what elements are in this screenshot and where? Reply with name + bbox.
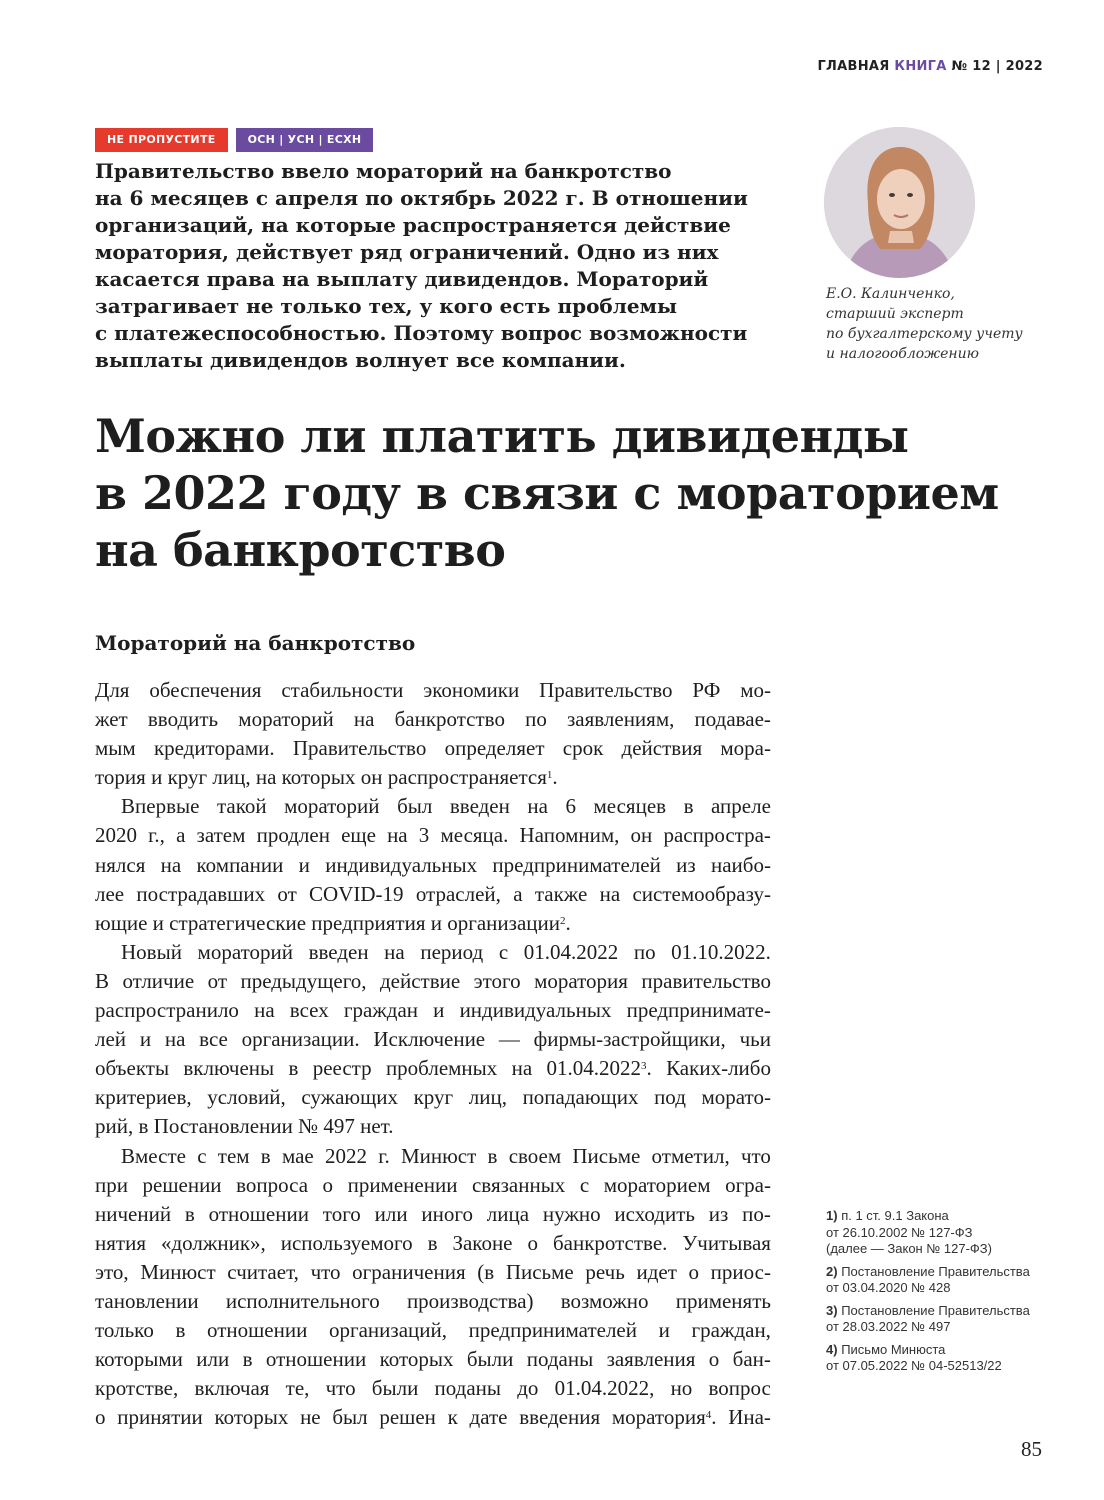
lead-line: касается права на выплату дивидендов. Мораторий [95,267,709,291]
author-name: Е.О. Калинченко, [826,286,955,302]
footnote [826,1303,1030,1336]
footnotes [826,1208,1030,1381]
body-line: тановлении исполнительного производства) возможно применять [95,1288,771,1313]
footnote-text: от 07.05.2022 № 04-52513/22 [826,1358,1002,1373]
body-line: только в отношении организаций, предпринимателей и граждан, [95,1318,771,1343]
body-line: критериев, условий, сужающих круг лиц, попадающих под морато- [95,1085,771,1110]
section-heading: Мораторий на банкротство [95,631,416,655]
title-line: Можно ли платить дивиденды [95,409,909,463]
body-line: Для обеспечения стабильности экономики Правительство РФ мо- [95,678,771,702]
tag-list [95,128,373,152]
footnote-text: Постановление Правительства [841,1302,1030,1318]
lead-line: затрагивает не только тех, у кого есть проблемы [95,294,678,318]
body-line: 2020 г., а затем продлен еще на 3 месяца. Напомним, он распростра- [95,823,771,848]
author-photo [824,127,975,278]
body-line: ющие и стратегические предприятия и организации$^2$. [95,910,571,935]
tag-dont-miss: НЕ ПРОПУСТИТЕ [95,128,228,152]
body-line: Новый мораторий введен на период с 01.04.2022 по 01.10.2022. [121,939,771,964]
footnote-text: Постановление Правительства [841,1263,1030,1279]
body-line: ничений в отношении того или иного лица нужно исходить из по- [95,1201,771,1226]
body-line: о принятии которых не был решен к дате введения моратория$^4$. Ина- [95,1405,771,1430]
author-role-line: и налогообложению [826,346,979,362]
page-number: 85 [1021,1437,1042,1461]
body-line: это, Минюст считает, что ограничения (в Письме речь идет о приос- [95,1259,771,1284]
body-line: рий, в Постановлении № 497 нет. [95,1114,394,1139]
footnote-number: 2) [826,1263,838,1279]
body-line: при решении вопроса о применении связанных с мораторием огра- [95,1172,771,1197]
body-line: В отличие от предыдущего, действие этого моратория правительство [95,968,771,993]
title-line: в 2022 году в связи с мораторием [95,466,999,520]
body-line: тория и круг лиц, на которых он распространяется$^1$. [95,765,558,790]
body-line: лей и на все организации. Исключение — фирмы-застройщики, чьи [95,1027,771,1052]
footnote-number: 3) [826,1302,838,1318]
lead-line: с платежеспособностью. Поэтому вопрос возможности [95,321,748,345]
title-line: на банкротство [95,523,506,577]
body-line: лее пострадавших от COVID-19 отраслей, а также на системообразу- [95,881,771,906]
footnote-text: п. 1 ст. 9.1 Закона [841,1208,949,1223]
footnote-text: Письмо Минюста [841,1341,946,1357]
lead-line: Правительство ввело мораторий на банкротство [95,159,672,183]
article-body [95,676,771,1432]
brand-name: ГЛАВНАЯ [817,59,890,74]
footnote [826,1264,1030,1297]
tag-tax-regimes: ОСН | УСН | ЕСХН [236,128,374,152]
lead-line: на 6 месяцев с апреля по октябрь 2022 г. В отношении [95,186,748,210]
footnote-number: 4) [826,1341,838,1357]
author-portrait-icon [824,127,975,278]
body-line: жет вводить мораторий на банкротство по заявлениям, подавае- [95,707,771,732]
footnote-text: от 28.03.2022 № 497 [826,1319,951,1334]
footnote-text: от 26.10.2002 № 127-ФЗ [826,1224,973,1240]
author-role-line: по бухгалтерскому учету [826,326,1023,342]
article-title [95,408,999,579]
author-role-line: старший эксперт [826,306,964,322]
body-line: нятия «должник», используемого в Законе о банкротстве. Учитывая [95,1230,771,1255]
body-line: кротстве, включая те, что были поданы до 01.04.2022, но вопрос [95,1376,771,1401]
brand-name-accent: КНИГА [894,59,947,74]
lead-paragraph [95,158,748,374]
footnote-text: (далее — Закон № 127-ФЗ) [826,1241,992,1256]
body-line: распространило на всех граждан и индивидуальных предпринимате- [95,998,771,1023]
lead-line: моратория, действует ряд ограничений. Одно из них [95,240,719,264]
footnote-number: 1) [826,1208,838,1223]
footnote-ref: 2 [559,914,566,927]
body-line: нялся на компании и индивидуальных предпринимателей из наибо- [95,852,771,877]
footnote-ref: 3 [641,1060,647,1073]
magazine-header [817,59,1043,74]
footnote-text: от 03.04.2020 № 428 [826,1280,951,1295]
body-line: объекты включены в реестр проблемных на 01.04.2022$^3$. Каких-либо [95,1056,771,1081]
footnote-ref: 1 [546,769,553,782]
body-line: мым кредиторами. Правительство определяет срок действия мора- [95,736,771,761]
lead-line: выплаты дивидендов волнует все компании. [95,348,626,372]
body-line: Вместе с тем в мае 2022 г. Минюст в своем Письме отметил, что [121,1143,771,1168]
author-caption [826,284,1023,364]
lead-line: организаций, на которые распространяется действие [95,213,731,237]
body-line: которыми или в отношении которых были поданы заявления о бан- [95,1347,771,1372]
body-line: Впервые такой мораторий был введен на 6 месяцев в апреле [121,794,771,819]
footnote-ref: 4 [705,1409,712,1422]
issue-number: № 12 | 2022 [951,59,1043,74]
footnote [826,1342,1030,1375]
footnote [826,1208,1030,1258]
